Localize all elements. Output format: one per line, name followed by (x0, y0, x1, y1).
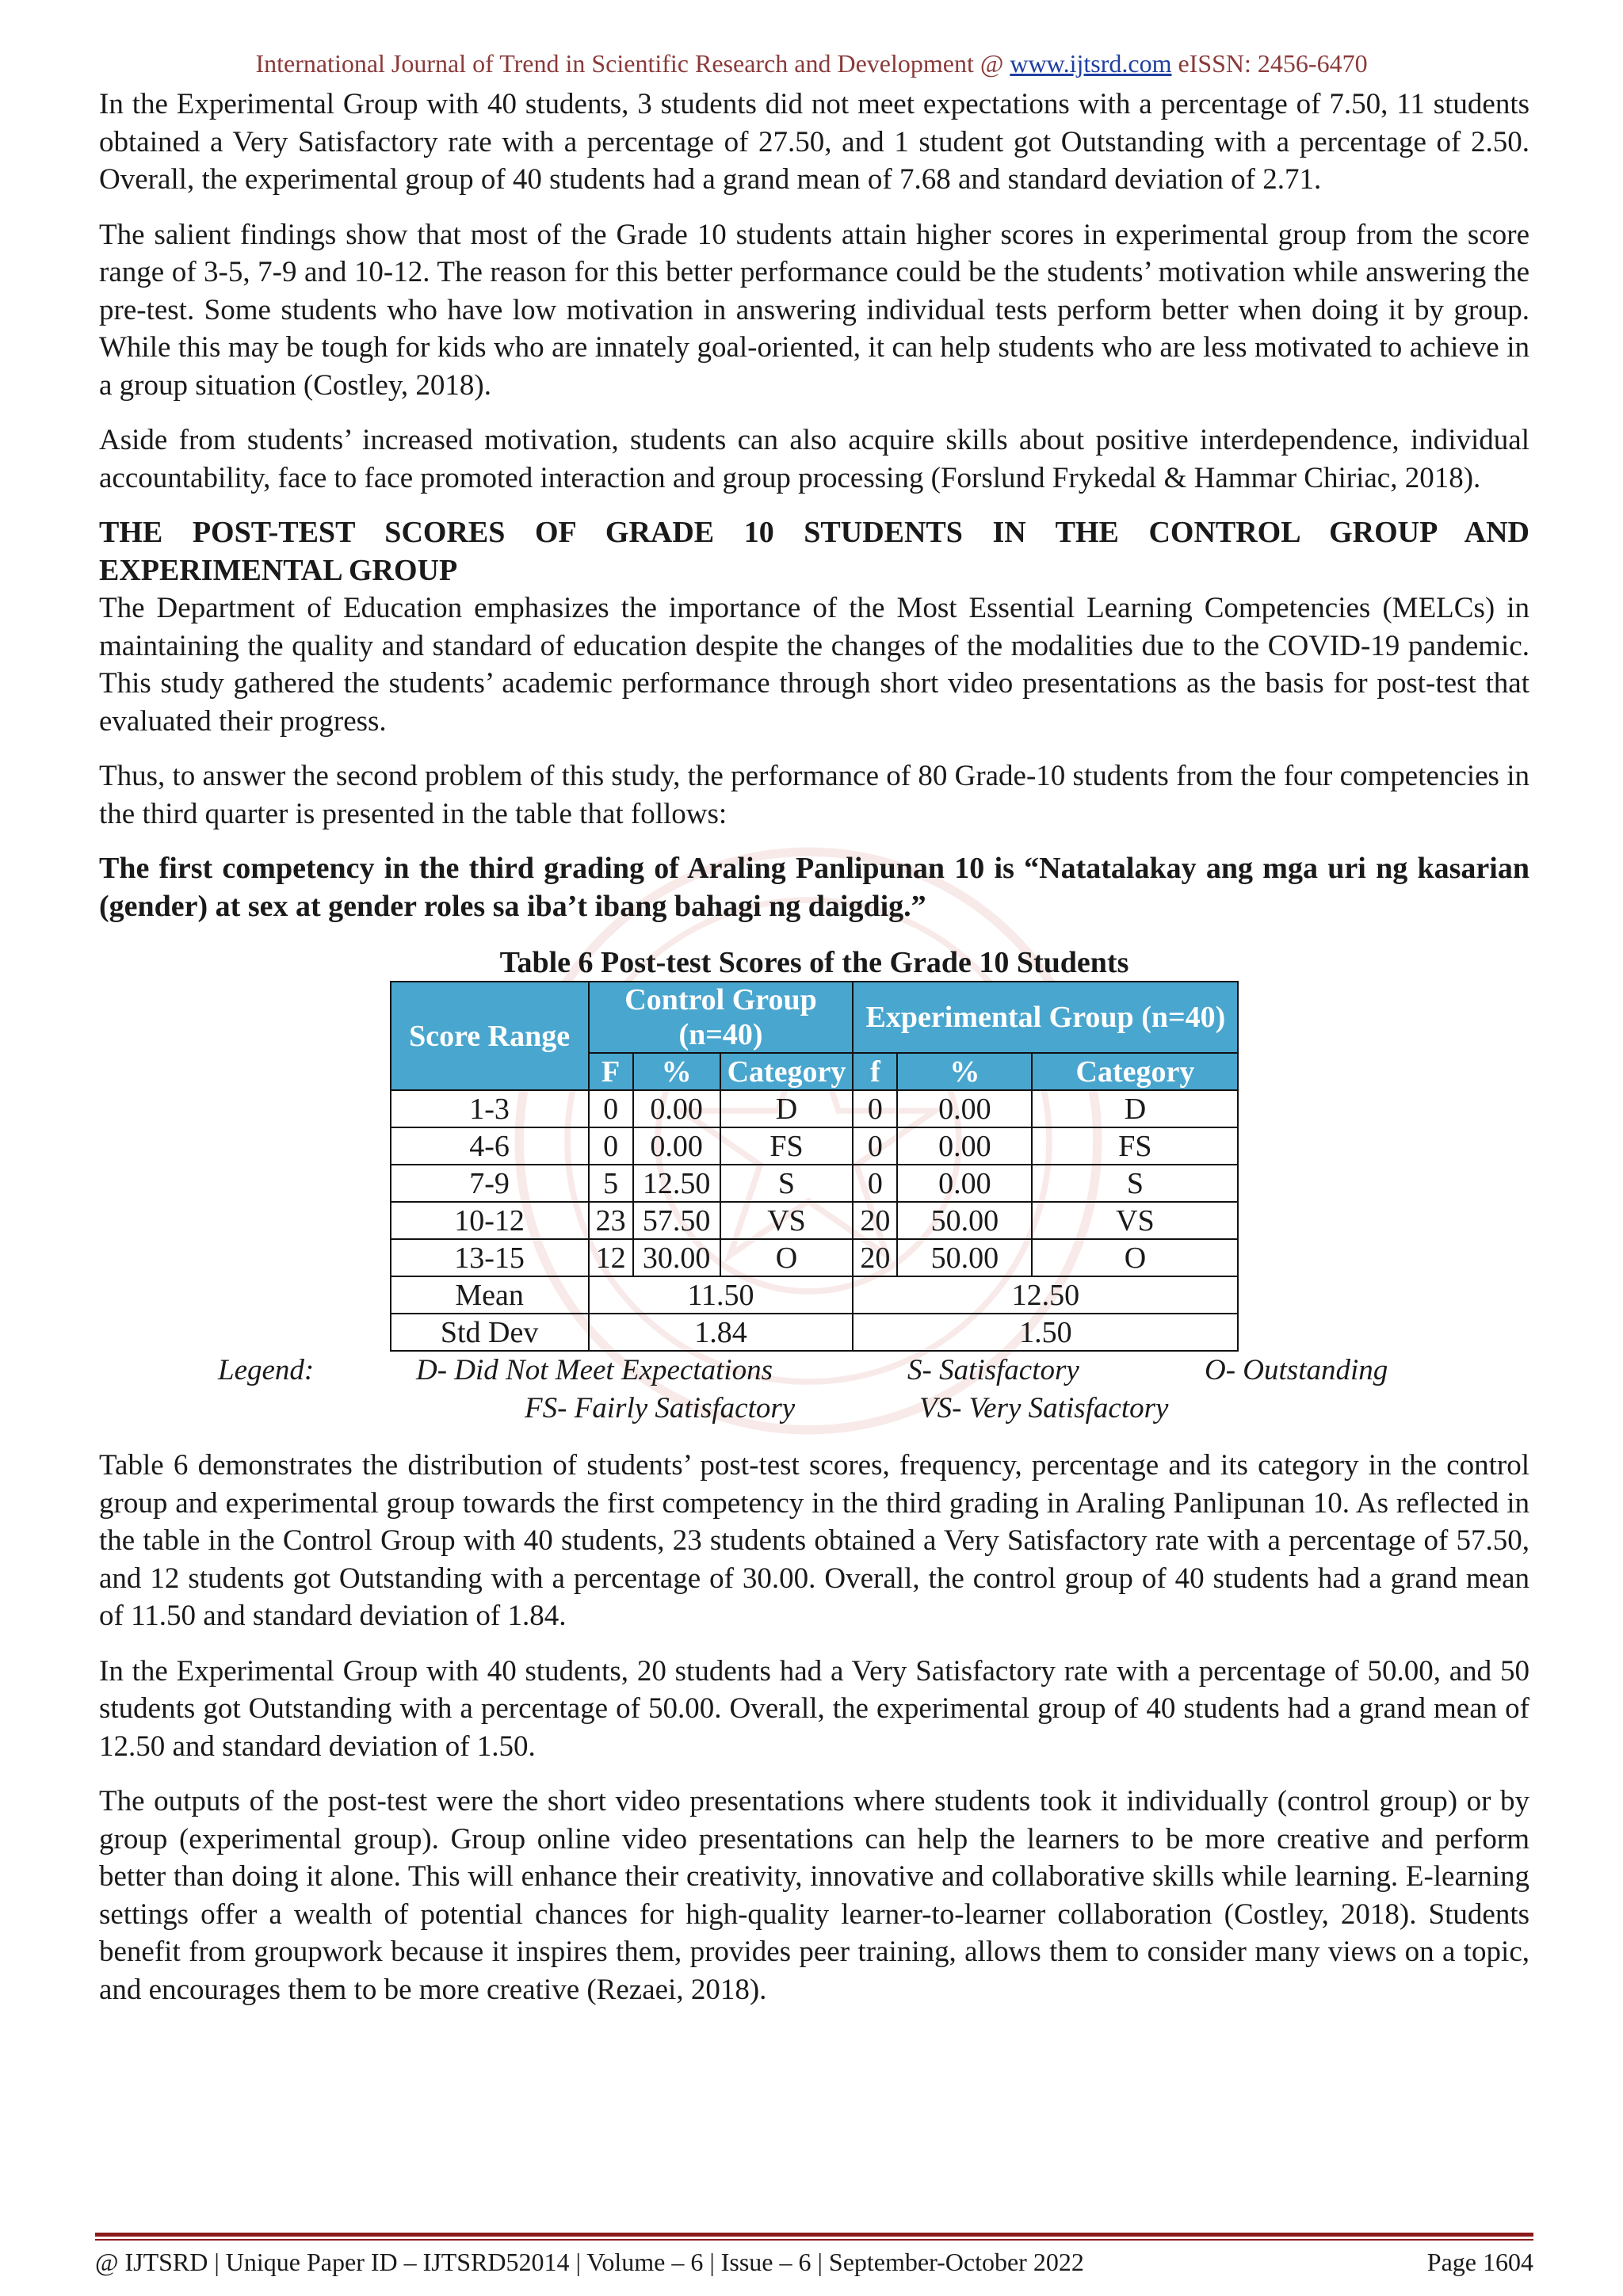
footer-divider-thin (95, 2239, 1533, 2241)
experimental-category-cell: S (1032, 1165, 1238, 1202)
page-content (99, 86, 1529, 2026)
journal-header (0, 49, 1623, 78)
control-category-cell: FS (720, 1127, 854, 1165)
journal-name: International Journal of Trend in Scientific Research and Development @ (255, 49, 1010, 78)
table-row (391, 1127, 1239, 1165)
paragraph-experimental-pretest: In the Experimental Group with 40 students, 3 students did not meet expectations with a percentage of 7.50, 11 students obtained a Very Satisfactory rate with a percentage of 27.50, and 1 student got Outstanding with a percentage of 2.50. Overall, the experimental group of 40 students had a grand mean of 7.68 and standard deviation of 2.71. (99, 88, 1529, 196)
score-range-cell: 13-15 (391, 1239, 589, 1276)
control-percent-cell: 0.00 (633, 1127, 720, 1165)
score-range-header: Score Range (391, 982, 589, 1090)
paragraph-experimental-posttest: In the Experimental Group with 40 students, 20 students had a Very Satisfactory rate with a percentage of 50.00, and 50 students got Outstanding with a percentage of 50.00. Overall, the experimental group of 40 students had a grand mean of 12.50 and standard deviation of 1.50. (99, 1654, 1529, 1763)
journal-url-link[interactable]: www.ijtsrd.com (1010, 49, 1172, 78)
competency-statement: The first competency in the third grading of Araling Panlipunan 10 is “Natatalakay ang mga uri ng kasarian (gender) at sex at gender roles sa iba’t ibang bahagi ng daigdig.” (99, 852, 1529, 923)
control-percent-cell: 12.50 (633, 1165, 720, 1202)
table-title: Table 6 Post-test Scores of the Grade 10 Students (499, 946, 1129, 979)
mean-label: Mean (391, 1276, 589, 1314)
paragraph-deped: The Department of Education emphasizes the importance of the Most Essential Learning Competencies (MELCs) in maintaining the quality and standard of education despite the changes of the modalities due to the COVID-19 pandemic. This study gathered the students’ academic performance through short video presentations as the basis for post-test that evaluated their progress. (99, 592, 1529, 738)
experimental-frequency-cell: 20 (853, 1239, 897, 1276)
experimental-category-cell: O (1032, 1239, 1238, 1276)
experimental-percent-cell: 50.00 (897, 1202, 1032, 1239)
score-range-cell: 10-12 (391, 1202, 589, 1239)
experimental-percent-header: % (897, 1053, 1032, 1090)
paragraph-second-problem: Thus, to answer the second problem of this study, the performance of 80 Grade-10 students from the four competencies in the third quarter is presented in the table that follows: (99, 760, 1529, 830)
experimental-category-cell: FS (1032, 1127, 1238, 1165)
legend-d: D- Did Not Meet Expectations (416, 1354, 773, 1386)
std-dev-row (391, 1314, 1239, 1351)
control-group-header: Control Group (n=40) (589, 982, 854, 1053)
section-heading: THE POST-TEST SCORES OF GRADE 10 STUDENTS IN THE CONTROL GROUP AND EXPERIMENTAL GROUP (99, 516, 1529, 587)
control-percent-cell: 0.00 (633, 1090, 720, 1127)
control-frequency-cell: 5 (589, 1165, 633, 1202)
paragraph-salient-findings: The salient findings show that most of the Grade 10 students attain higher scores in experimental group from the score range of 3-5, 7-9 and 10-12. The reason for this better performance could be the students’ motivation while answering the pre-test. Some students who have low motivation in answering individual tests perform better when doing it by group. While this may be tough for kids who are innately goal-oriented, it can help students who are less motivated to achieve in a group situation (Costley, 2018). (99, 218, 1529, 402)
experimental-frequency-cell: 0 (853, 1165, 897, 1202)
table-row (391, 1239, 1239, 1276)
experimental-frequency-cell: 0 (853, 1127, 897, 1165)
table-row (391, 1202, 1239, 1239)
experimental-mean-cell: 12.50 (853, 1276, 1238, 1314)
legend-s: S- Satisfactory (907, 1354, 1079, 1386)
experimental-percent-cell: 0.00 (897, 1127, 1032, 1165)
control-std-dev-cell: 1.84 (589, 1314, 854, 1351)
score-range-cell: 4-6 (391, 1127, 589, 1165)
experimental-category-cell: D (1032, 1090, 1238, 1127)
control-percent-header: % (633, 1053, 720, 1090)
table-legend (99, 1352, 1529, 1428)
control-frequency-cell: 0 (589, 1127, 633, 1165)
experimental-std-dev-cell: 1.50 (853, 1314, 1238, 1351)
control-mean-cell: 11.50 (589, 1276, 854, 1314)
table-header-row (391, 982, 1239, 1053)
paragraph-video-presentations: The outputs of the post-test were the short video presentations where students took it individually (control group) or by group (experimental group). Group online video presentations can help the learners to be more creative and perform better than doing it alone. This will enhance their creativity, innovative and collaborative skills while learning. E-learning settings offer a wealth of potential chances for high-quality learner-to-learner collaboration (Costley, 2018). Students benefit from groupwork because it inspires them, provides peer training, allows them to consider many views on a topic, and encourages them to be more creative (Rezaei, 2018). (99, 1785, 1529, 2006)
control-category-cell: O (720, 1239, 854, 1276)
std-dev-label: Std Dev (391, 1314, 589, 1351)
experimental-frequency-header: f (853, 1053, 897, 1090)
control-category-cell: VS (720, 1202, 854, 1239)
paragraph-motivation: Aside from students’ increased motivation, students can also acquire skills about positive interdependence, individual accountability, face to face promoted interaction and group processing (Forslund Frykedal & Hammar Chiriac, 2018). (99, 424, 1529, 494)
post-test-scores-table (390, 981, 1239, 1352)
control-frequency-cell: 23 (589, 1202, 633, 1239)
experimental-frequency-cell: 20 (853, 1202, 897, 1239)
score-range-cell: 7-9 (391, 1165, 589, 1202)
experimental-percent-cell: 0.00 (897, 1090, 1032, 1127)
legend-label: Legend: (218, 1354, 315, 1386)
experimental-frequency-cell: 0 (853, 1090, 897, 1127)
legend-vs: VS- Very Satisfactory (919, 1392, 1169, 1425)
footer-citation: @ IJTSRD | Unique Paper ID – IJTSRD52014 | Volume – 6 | Issue – 6 | September-October 2022 (95, 2248, 1084, 2276)
legend-fs: FS- Fairly Satisfactory (525, 1392, 796, 1425)
footer-divider (95, 2233, 1533, 2237)
experimental-category-cell: VS (1032, 1202, 1238, 1239)
control-frequency-cell: 12 (589, 1239, 633, 1276)
experimental-percent-cell: 50.00 (897, 1239, 1032, 1276)
control-frequency-header: F (589, 1053, 633, 1090)
experimental-percent-cell: 0.00 (897, 1165, 1032, 1202)
experimental-group-header: Experimental Group (n=40) (853, 982, 1238, 1053)
table-row (391, 1090, 1239, 1127)
journal-issn: eISSN: 2456-6470 (1171, 49, 1368, 78)
control-frequency-cell: 0 (589, 1090, 633, 1127)
control-category-cell: D (720, 1090, 854, 1127)
page-number: Page 1604 (1426, 2248, 1533, 2276)
legend-o: O- Outstanding (1205, 1354, 1388, 1386)
control-percent-cell: 57.50 (633, 1202, 720, 1239)
score-range-cell: 1-3 (391, 1090, 589, 1127)
paragraph-table6-discussion: Table 6 demonstrates the distribution of students’ post-test scores, frequency, percentage and its category in the control group and experimental group towards the first competency in the third grading in Araling Panlipunan 10. As reflected in the table in the Control Group with 40 students, 23 students obtained a Very Satisfactory rate with a percentage of 57.50, and 12 students got Outstanding with a percentage of 30.00. Overall, the control group of 40 students had a grand mean of 11.50 and standard deviation of 1.84. (99, 1449, 1529, 1632)
experimental-category-header: Category (1032, 1053, 1238, 1090)
mean-row (391, 1276, 1239, 1314)
control-category-header: Category (720, 1053, 854, 1090)
table-row (391, 1165, 1239, 1202)
control-percent-cell: 30.00 (633, 1239, 720, 1276)
control-category-cell: S (720, 1165, 854, 1202)
